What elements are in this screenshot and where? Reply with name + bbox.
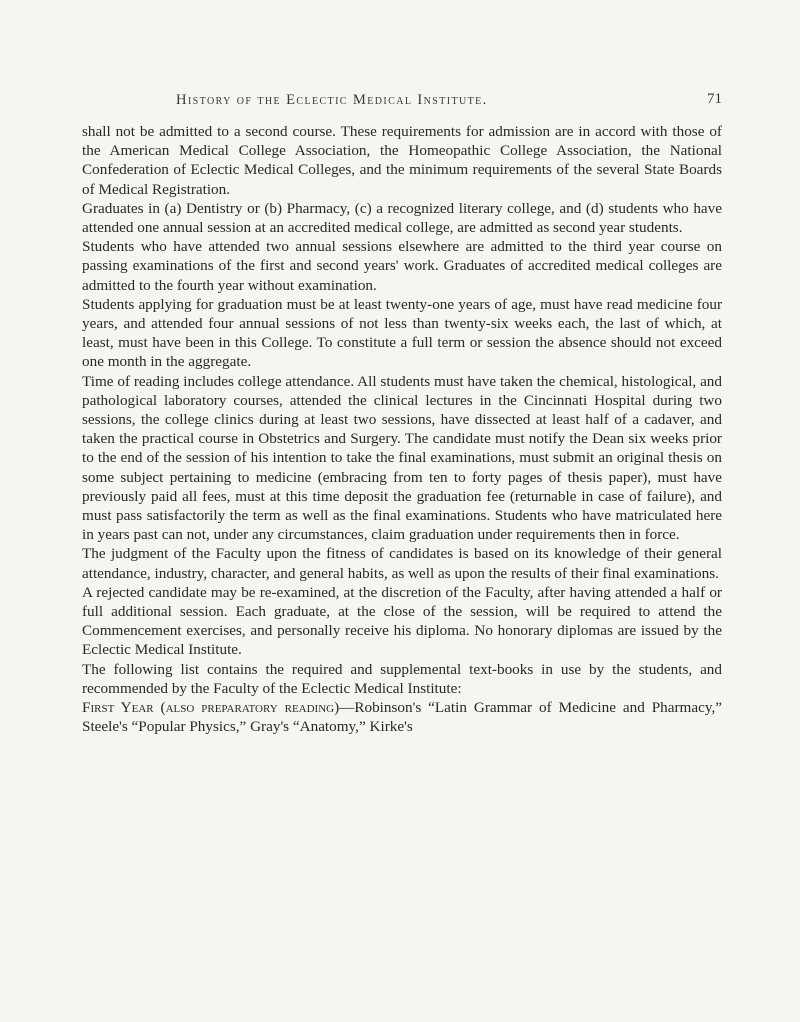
paragraph-text-books-intro: The following list contains the required and supplemental text-books in use by the students, and recommended by the Faculty of the Eclectic Medical Institute: (82, 660, 722, 697)
paragraph-admission-requirements: shall not be admitted to a second course. These requirements for admission are in accord with those of the American Medical College Association, the Homeopathic College Association, the National Confederation of Eclectic Medical Colleges, and the minimum requirements of the several State Boards of Medical Registration. (82, 123, 722, 198)
running-head-text: History of the Eclectic Medical Institute. (176, 92, 488, 108)
body-text (82, 122, 722, 737)
paragraph-course-requirements: Time of reading includes college attendance. All students must have taken the chemical, histological, and pathological laboratory courses, attended the clinical lectures in the Cincinnati Hospital during two sessions, the college clinics during at least two sessions, have dissected at least half of a cadaver, and taken the practical course in Obstetrics and Surgery. The candidate must notify the Dean six weeks prior to the end of the session of his intention to take the final examinations, must submit an original thesis on some subject pertaining to medicine (embracing from ten to forty pages of thesis paper), must have previously paid all fees, must at this time deposit the graduation fee (returnable in case of failure), and must pass satisfactorily the term as well as the final examinations. Students who have matriculated here in years past can not, under any circumstances, claim graduation under requirements then in force. (82, 372, 722, 544)
running-head (176, 92, 722, 109)
paragraph-rejected-candidate: A rejected candidate may be re-examined, at the discretion of the Faculty, after having attended a half or full additional session. Each graduate, at the close of the session, will be required to attend the Commencement exercises, and personally receive his diploma. No honorary diplomas are issued by the Eclectic Medical Institute. (82, 583, 722, 659)
paragraph-advanced-standing: Students who have attended two annual sessions elsewhere are admitted to the third year course on passing examinations of the first and second years' work. Graduates of accredited medical colleges are admitted to the fourth year without examination. (82, 238, 722, 294)
paragraph-first-year-books (82, 698, 722, 736)
paragraph-graduation-requirements: Students applying for graduation must be at least twenty-one years of age, must have read medicine four years, and attended four annual sessions of not less than twenty-six weeks each, the last of which, at least, must have been in this College. To constitute a full term or session the absence should not exceed one month in the aggregate. (82, 295, 722, 371)
paragraph-second-year-admission: Graduates in (a) Dentistry or (b) Pharmacy, (c) a recognized literary college, and (d) students who have attended one annual session at an accredited medical college, are admitted as second year students. (82, 199, 722, 237)
first-year-books-text: —Robinson's “Latin Grammar of Medicine and Pharmacy,” Steele's “Popular Physics,” Gray's “Anatomy,” Kirke's (82, 699, 722, 736)
first-year-heading: First Year (also preparatory reading) (82, 699, 340, 717)
page-number: 71 (707, 91, 722, 107)
paragraph-faculty-judgment: The judgment of the Faculty upon the fitness of candidates is based on its knowledge of their general attendance, industry, character, and general habits, as well as upon the results of their final examinations. (82, 545, 722, 582)
